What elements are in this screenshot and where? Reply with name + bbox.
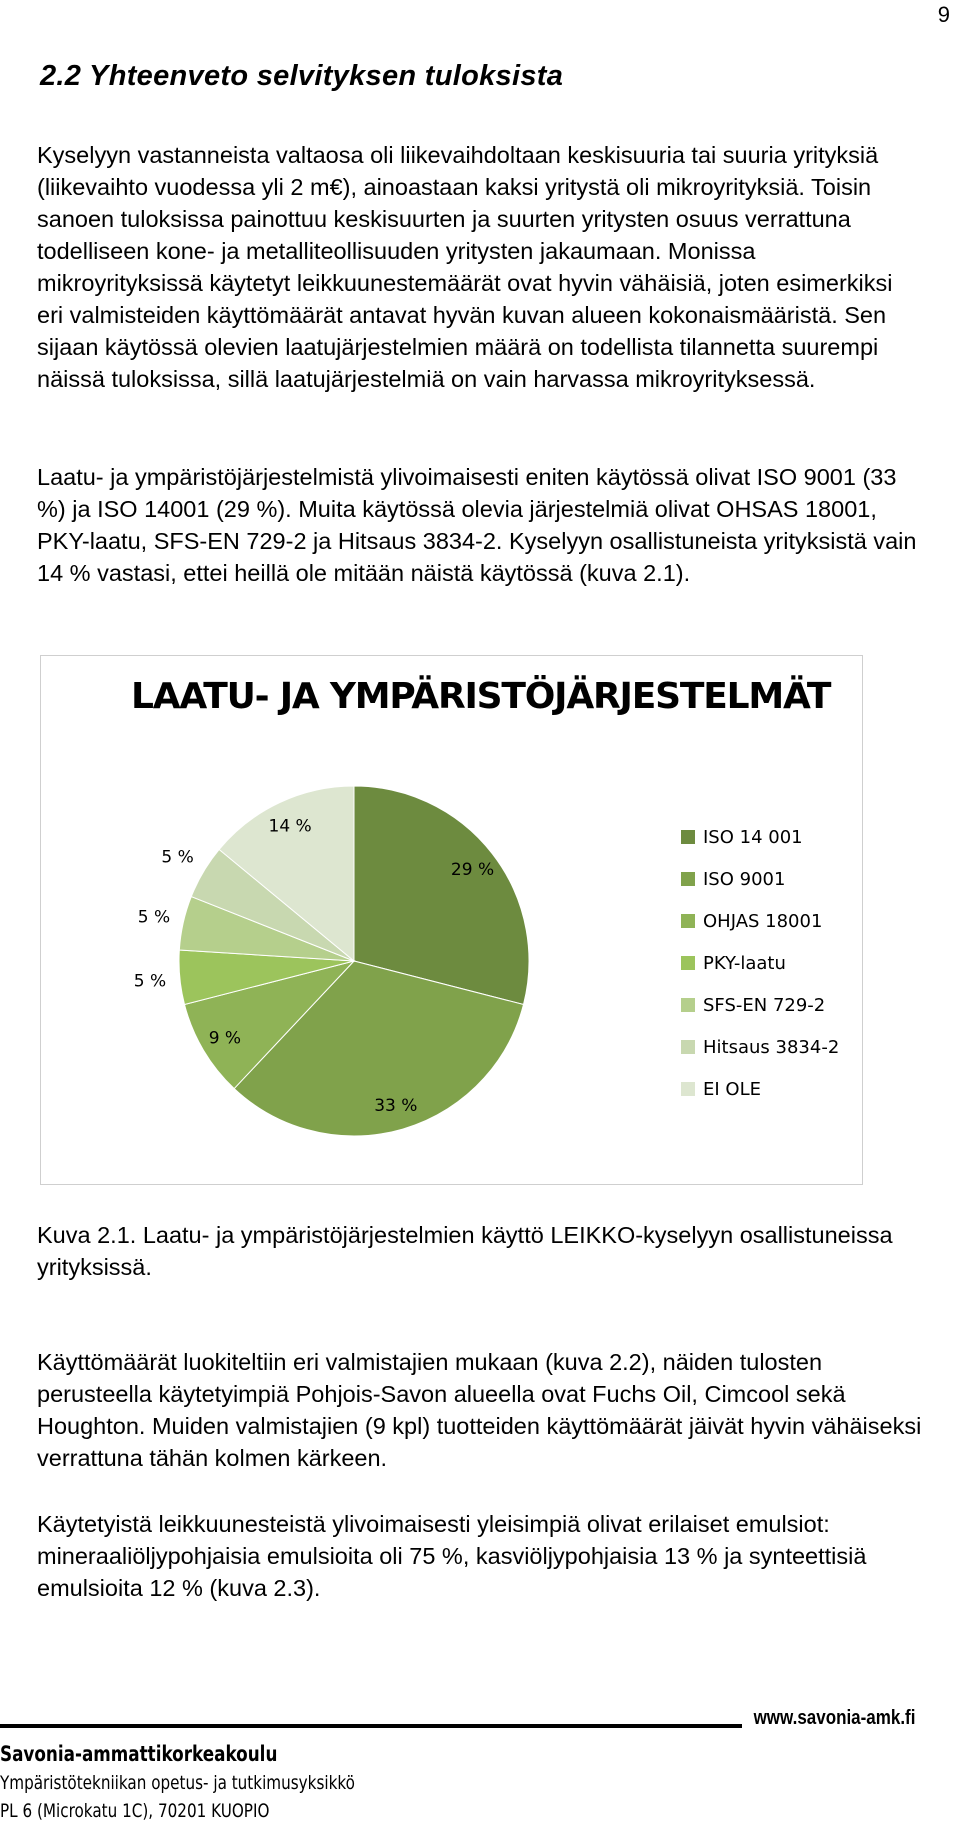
paragraph-manufacturers: Käyttömäärät luokiteltiin eri valmistajien mukaan (kuva 2.2), näiden tulosten perusteella käytetyimpiä Pohjois-Savon alueella ovat Fuchs Oil, Cimcool sekä Houghton. Muiden valmistajien (9 kpl) tuotteiden käyttömäärät jäivät hyvin vähäiseksi verrattuna tähän kolmen kärkeen. — [37, 1349, 922, 1471]
page-number: 9 — [937, 2, 950, 27]
legend-label: SFS-EN 729-2 — [703, 994, 826, 1016]
legend-swatch — [681, 956, 695, 970]
paragraph-company-sizes: Kyselyyn vastanneista valtaosa oli liikevaihdoltaan keskisuuria tai suuria yrityksiä (liikevaihto vuodessa yli 2 m€), ainoastaan kaksi yritystä oli mikroyrityksiä. Toisin sanoen tuloksissa painottuu keskisuurten ja suurten yritysten osuus verrattuna todelliseen kone- ja metalliteollisuuden yritysten jakaumaan. Monissa mikroyrityksissä käytetyt leikkuunestemäärät ovat hyvin vähäisiä, joten esimerkiksi eri valmisteiden käyttömäärät antavat hyvän kuvan alueen kokonaismääristä. Sen sijaan käytössä olevien laatujärjestelmien määrä on todellista tilannetta suurempi näissä tuloksissa, sillä laatujärjestelmiä on vain harvassa mikroyrityksessä. — [37, 142, 893, 392]
legend-item — [681, 942, 839, 984]
footer-url: www.savonia-amk.fi — [753, 1707, 915, 1729]
paragraph-quality-systems: Laatu- ja ympäristöjärjestelmistä ylivoimaisesti eniten käytössä olivat ISO 9001 (33 %) ja ISO 14001 (29 %). Muita käytössä olevia järjestelmiä olivat OHSAS 18001, PKY-laatu, SFS-EN 729-2 ja Hitsaus 3834-2. Kyselyyn osallistuneista yrityksistä vain 14 % vastasi, ettei heillä ole mitään näistä käytössä (kuva 2.1). — [37, 464, 917, 586]
legend-item — [681, 858, 839, 900]
footer-address: PL 6 (Microkatu 1C), 70201 KUOPIO — [0, 1800, 270, 1822]
legend-swatch — [681, 914, 695, 928]
legend-label: EI OLE — [703, 1078, 761, 1100]
pie-data-label: 5 % — [161, 847, 194, 868]
legend-swatch — [681, 872, 695, 886]
legend-label: ISO 14 001 — [703, 826, 803, 848]
legend-item — [681, 1026, 839, 1068]
pie-data-label: 29 % — [450, 860, 495, 881]
legend-item — [681, 816, 839, 858]
pie-chart-figure — [40, 655, 863, 1185]
footer-organization: Savonia-ammattikorkeakoulu — [0, 1742, 278, 1766]
legend-item — [681, 1068, 839, 1110]
legend-swatch — [681, 998, 695, 1012]
legend-swatch — [681, 830, 695, 844]
legend-swatch — [681, 1040, 695, 1054]
pie-data-label: 5 % — [137, 907, 171, 928]
footer-unit: Ympäristötekniikan opetus- ja tutkimusyksikkö — [0, 1772, 355, 1794]
legend-label: ISO 9001 — [703, 868, 786, 890]
pie-data-label: 33 % — [374, 1096, 418, 1117]
section-heading: 2.2 Yhteenveto selvityksen tuloksista — [40, 60, 564, 92]
legend-swatch — [681, 1082, 695, 1096]
legend-item — [681, 900, 839, 942]
pie-data-label: 9 % — [208, 1028, 242, 1049]
legend-label: OHJAS 18001 — [703, 910, 823, 932]
legend-label: Hitsaus 3834-2 — [703, 1036, 840, 1058]
pie-data-label: 14 % — [268, 816, 312, 837]
chart-title: LAATU- JA YMPÄRISTÖJÄRJESTELMÄT — [131, 676, 831, 717]
figure-caption: Kuva 2.1. Laatu- ja ympäristöjärjestelmien käyttö LEIKKO-kyselyyn osallistuneissa yrityksissä. — [37, 1222, 893, 1280]
legend-item — [681, 984, 839, 1026]
paragraph-cutting-fluids: Käytetyistä leikkuunesteistä ylivoimaisesti yleisimpiä olivat erilaiset emulsiot: mineraaliöljypohjaisia emulsioita oli 75 %, kasviöljypohjaisia 13 % ja synteettisiä emulsioita 12 % (kuva 2.3). — [37, 1511, 867, 1601]
footer-divider — [0, 1724, 742, 1728]
pie-data-label: 5 % — [133, 971, 167, 992]
chart-legend — [681, 816, 839, 1110]
legend-label: PKY-laatu — [703, 952, 786, 974]
